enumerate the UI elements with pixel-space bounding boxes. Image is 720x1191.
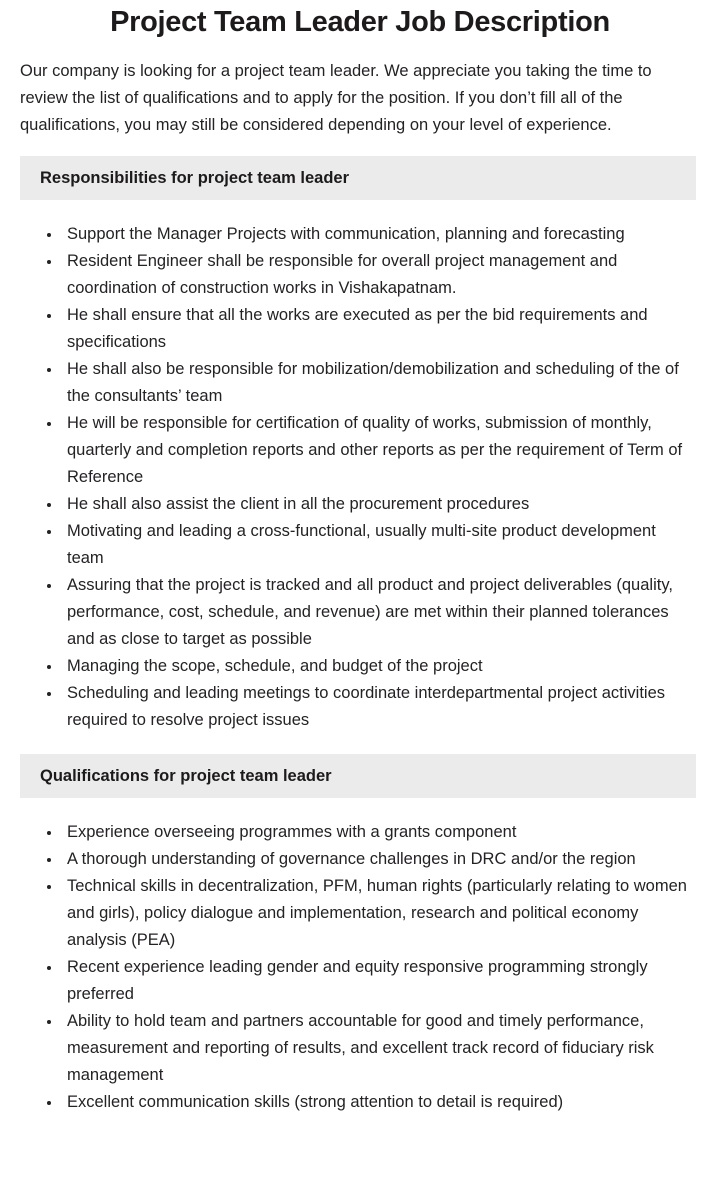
qualifications-list	[20, 819, 696, 1116]
responsibilities-section-heading: Responsibilities for project team leader	[40, 168, 350, 187]
intro-paragraph: Our company is looking for a project team leader. We appreciate you taking the time to review the list of qualifications and to apply for the position. If you don’t fill all of the qualifications, you may still be considered depending on your level of experience.	[20, 62, 652, 134]
list-item: • Support the Manager Projects with communication, planning and forecasting	[62, 221, 696, 248]
list-item: • Resident Engineer shall be responsible for overall project management and coordination of construction works in Vishakapatnam.	[62, 248, 696, 302]
list-item: • Recent experience leading gender and equity responsive programming strongly preferred	[62, 954, 696, 1008]
list-item: • A thorough understanding of governance challenges in DRC and/or the region	[62, 846, 696, 873]
list-item: • He will be responsible for certification of quality of works, submission of monthly, quarterly and completion reports and other reports as per the requirement of Term of Reference	[62, 410, 696, 491]
list-item: • Assuring that the project is tracked and all product and project deliverables (quality, performance, cost, schedule, and revenue) are met within their planned tolerances and as close to target as possible	[62, 572, 696, 653]
list-item: • Ability to hold team and partners accountable for good and timely performance, measurement and reporting of results, and excellent track record of fiduciary risk management	[62, 1008, 696, 1089]
list-item: • He shall also be responsible for mobilization/demobilization and scheduling of the of the consultants’ team	[62, 356, 696, 410]
list-item: • Technical skills in decentralization, PFM, human rights (particularly relating to women and girls), policy dialogue and implementation, research and political economy analysis (PEA)	[62, 873, 696, 954]
qualifications-section-heading: Qualifications for project team leader	[40, 766, 332, 785]
section-bar-responsibilities	[20, 156, 696, 200]
list-item: • Managing the scope, schedule, and budget of the project	[62, 653, 696, 680]
list-item: • Excellent communication skills (strong attention to detail is required)	[62, 1089, 696, 1116]
list-item: • Scheduling and leading meetings to coordinate interdepartmental project activities required to resolve project issues	[62, 680, 696, 734]
list-item: • Motivating and leading a cross-functional, usually multi-site product development team	[62, 518, 696, 572]
list-item: • He shall also assist the client in all the procurement procedures	[62, 491, 696, 518]
section-bar-qualifications	[20, 754, 696, 798]
list-item: • Experience overseeing programmes with a grants component	[62, 819, 696, 846]
list-item: • He shall ensure that all the works are executed as per the bid requirements and specifications	[62, 302, 696, 356]
page-title: Project Team Leader Job Description	[110, 6, 610, 38]
responsibilities-list	[20, 221, 696, 734]
